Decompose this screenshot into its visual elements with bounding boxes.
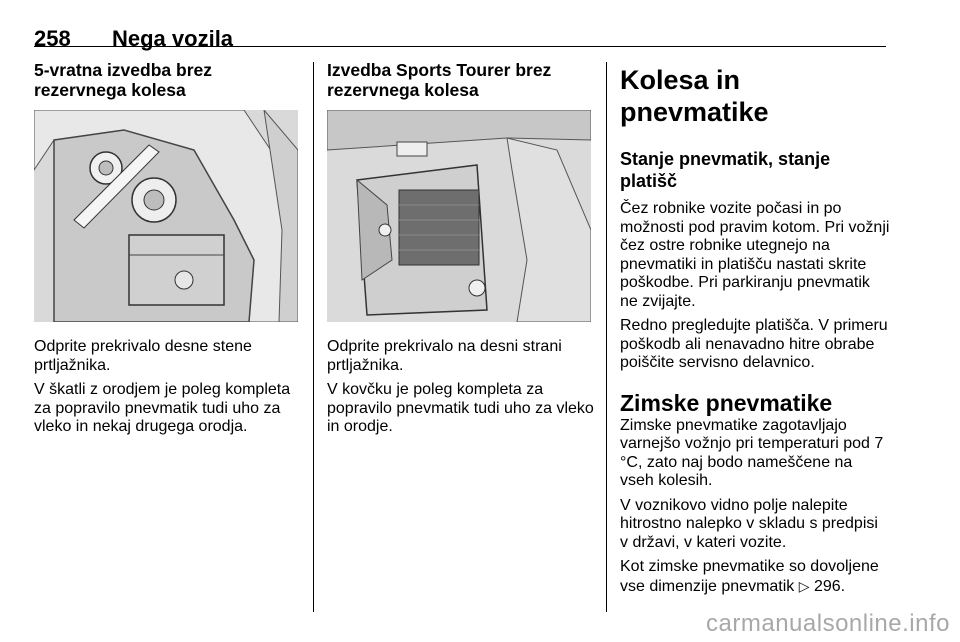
- subsection-heading-tyre-condition: Stanje pnevmatik, stanje platišč: [620, 149, 831, 191]
- paragraph-open-cover-right: Odprite prekrivalo na desni strani prtljažnika.: [327, 338, 562, 374]
- column-right: [620, 64, 890, 602]
- figure-trunk-case: [327, 110, 591, 322]
- paragraph-allowed-sizes: [620, 558, 890, 596]
- chapter-title: Nega vozila: [112, 26, 234, 51]
- page-header: [34, 10, 886, 51]
- column-middle: [327, 60, 595, 443]
- paragraph-winter-temperature: Zimske pnevmatike zagotavljajo varnejšo vožnjo pri temperaturi pod 7 °C, zato naj bodo nameščene na vseh kolesih.: [620, 416, 884, 489]
- paragraph-speed-sticker: V voznikovo vidno polje nalepite hitrostno nalepko v skladu s predpisi v državi, v kateri vozite.: [620, 496, 878, 551]
- watermark: carmanualsonline.info: [706, 610, 950, 637]
- paragraph-inspect-rims: Redno pregledujte platišča. V primeru poškodb ali nenavadno hitre obrabe poiščite servisno delavnico.: [620, 317, 888, 371]
- paragraph-toolbox: V škatli z orodjem je poleg kompleta za popravilo pnevmatik tudi uho za vleko in nekaj drugega orodja.: [34, 381, 291, 435]
- paragraph-case: V kovčku je poleg kompleta za popravilo pnevmatik tudi uho za vleko in orodje.: [327, 381, 594, 435]
- subsection-heading-winter-tyres: Zimske pnevmatike: [620, 389, 833, 416]
- column-left: [34, 60, 302, 443]
- column-divider: [313, 62, 314, 612]
- trunk-case-illustration: [327, 110, 591, 322]
- page-reference-arrow-icon: ▷: [798, 577, 810, 594]
- paragraph-kerbs: Čez robnike vozite počasi in po možnosti pod pravim kotom. Pri vožnji čez ostre robnike utegnejo na pnevmatiki in platišču nastati skrite poškodbe. Pri parkiranju pnevmatik ne zvijajte.: [620, 200, 890, 310]
- page-reference-link[interactable]: 296.: [813, 577, 846, 595]
- section-heading-sports-tourer: Izvedba Sports Tourer brez rezervnega kolesa: [327, 60, 552, 100]
- column-divider-2: [606, 62, 607, 612]
- allowed-sizes-text: Kot zimske pnevmatike so dovoljene vse dimenzije pnevmatik: [620, 558, 879, 595]
- page-number: 258: [34, 26, 71, 51]
- figure-trunk-side-panel: [34, 110, 298, 322]
- paragraph-open-cover: Odprite prekrivalo desne stene prtljažnika.: [34, 338, 252, 374]
- main-section-title: Kolesa in pnevmatike: [620, 65, 769, 127]
- section-heading-5-door: 5-vratna izvedba brez rezervnega kolesa: [34, 60, 212, 100]
- trunk-side-panel-illustration: [34, 110, 298, 322]
